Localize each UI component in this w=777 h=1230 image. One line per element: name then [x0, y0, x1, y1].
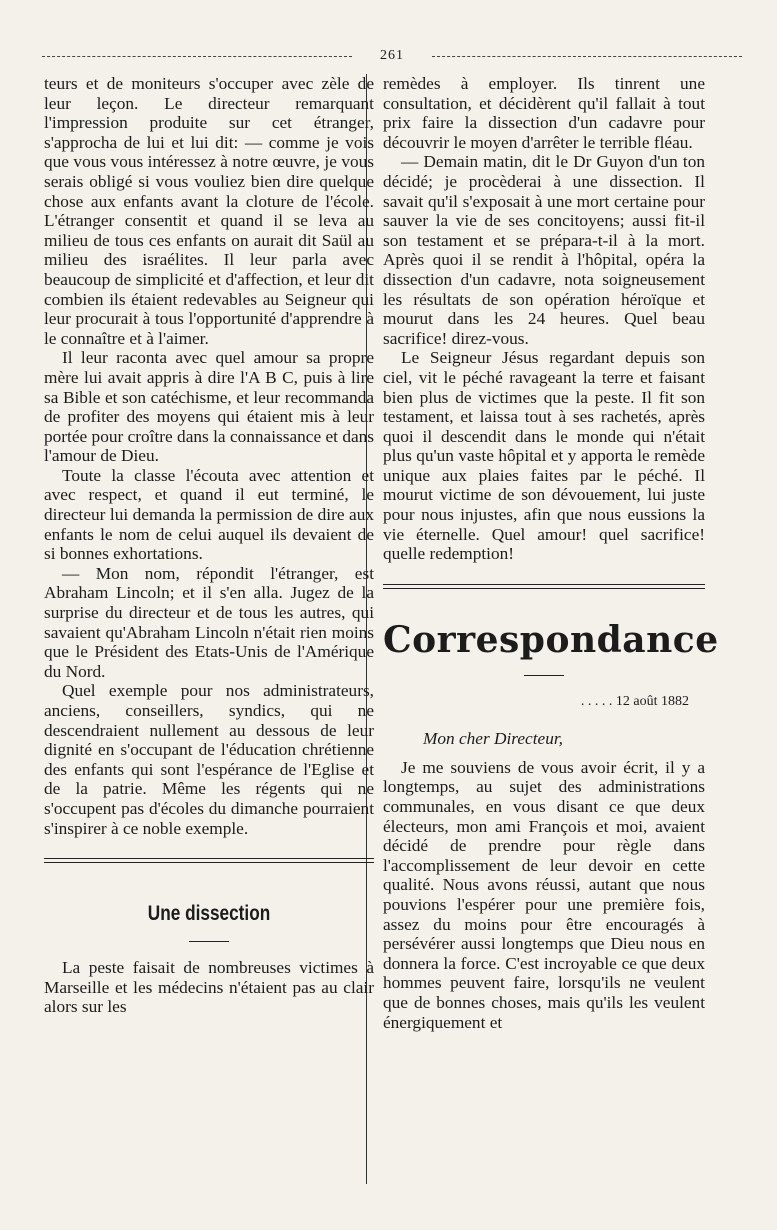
section-separator — [44, 858, 374, 863]
paragraph: La peste faisait de nombreuses victimes à Marseille et les médecins n'étaient pas au clair alors sur les — [44, 958, 374, 1017]
title-rule — [189, 941, 229, 942]
paragraph: Je me souviens de vous avoir écrit, il y a longtemps, au sujet des administrations communales, en vous disant ce que deux électeurs, mon ami François et moi, avaient décidé de prendre pour règle dans l'accomplissement de leur devoir en cette qualité. Nous avons réussi, autant que nous pouvions l'espérer pour une première fois, assez du moins pour être encouragés à persévérer aussi longtemps que Dieu nous en donnera la force. C'est incroyable ce que deux hommes peuvent faire, lorsqu'ils ne veulent que de bonnes choses, mais qu'ils les veulent énergiquement et — [383, 757, 705, 1032]
paragraph: Le Seigneur Jésus regardant depuis son ciel, vit le péché ravageant la terre et faisant bien plus de victimes que la peste. Il fit son testament, et laissa tout à ses rachetés, après quoi il descendit dans le monde qui n'était plus qu'un vaste hôpital et y apporta le remède unique aux plaies faites par le péché. Il mourut victime de son dévouement, lui juste pour nous injustes, afin que nous eussions la vie éternelle. Quel amour! quel sacrifice! quelle redemption! — [383, 348, 705, 564]
paragraph: Il leur raconta avec quel amour sa propre mère lui avait appris à dire l'A B C, puis à lire sa Bible et son catéchisme, et leur recommanda de profiter des moyens qui étaient mis à leur portée pour croître dans la connaissance et dans l'amour de Dieu. — [44, 348, 374, 466]
paragraph: Toute la classe l'écouta avec attention et avec respect, et quand il eut terminé, le directeur lui demanda la permission de dire aux enfants le nom de celui auquel ils devaient de si bonnes exhortations. — [44, 465, 374, 564]
section-title: Correspondance — [383, 618, 719, 661]
section-separator — [383, 584, 705, 589]
letter-salutation: Mon cher Directeur, — [423, 728, 563, 748]
page-number: 261 — [42, 46, 742, 66]
letter-date: . . . . . 12 août 1882 — [580, 693, 689, 709]
paragraph: — Mon nom, répondit l'étranger, est Abraham Lincoln; et il s'en alla. Jugez de la surprise du directeur et de tous les autres, qui savaient qu'Abraham Lincoln n'était rien moins que le Président des Etats-Unis de l'Amérique du Nord. — [44, 563, 374, 681]
paragraph: remèdes à employer. Ils tinrent une consultation, et décidèrent qu'il fallait à tout prix faire la dissection d'un cadavre pour découvrir le moyen d'arrêter le terrible fléau. — [383, 74, 705, 152]
section-title: Une dissection — [147, 902, 271, 926]
paragraph: Quel exemple pour nos administrateurs, anciens, conseillers, syndics, qui ne descendraient nullement au dessous de leur dignité en s'occupant de l'éducation chrétienne des enfants qui sont l'espérance de l'Eglise et de la patrie. Même les régents qui ne s'occupent pas d'écoles du dimanche pourraient s'inspirer à ce noble exemple. — [44, 681, 374, 838]
paragraph: teurs et de moniteurs s'occuper avec zèle de leur leçon. Le directeur remarquant l'impression produite sur cet étranger, s'approcha de lui et lui dit: — comme je vois que vous vous intéressez à notre œuvre, je vous serais obligé si vous vouliez bien dire quelque chose aux enfants avant la cloture de l'école. L'étranger consentit et quand il se leva au milieu de tous ces enfants on aurait dit Saül au milieu des israélites. Il leur parla avec beaucoup de simplicité et d'affection, et leur dit combien ils étaient redevables au Seigneur qui leur procurait à tous l'opportunité d'apprendre à le connaître et à l'aimer. — [44, 74, 374, 348]
paragraph: — Demain matin, dit le Dr Guyon d'un ton décidé; je procèderai à une dissection. Il savait qu'il s'exposait à une mort certaine pour sauver la vie de ses concitoyens; aussi fit-il son testament et se prépara-t-il à la mort. Après quoi il se rendit à l'hôpital, opéra la dissection d'un cadavre, nota soigneusement les résultats de son opération héroïque et mourut dans les 24 heures. Quel beau sacrifice! direz-vous. — [383, 152, 705, 348]
left-column — [44, 74, 374, 1017]
title-rule — [524, 675, 564, 676]
right-column — [383, 74, 719, 1032]
